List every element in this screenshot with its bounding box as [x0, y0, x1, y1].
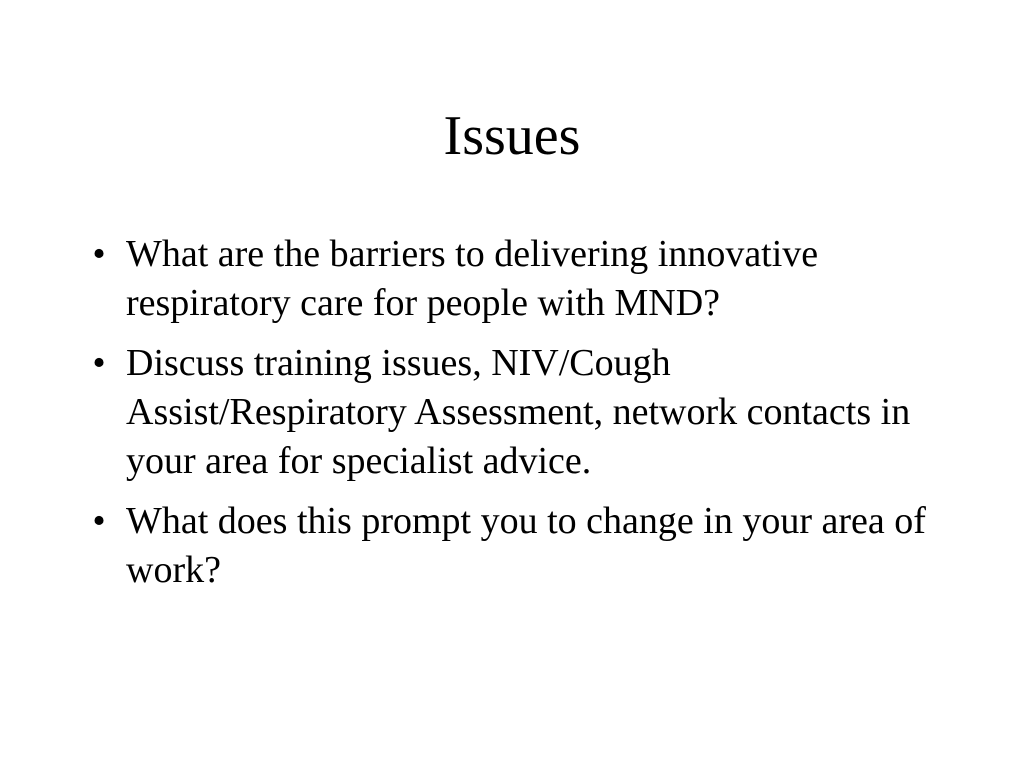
bullet-icon: • [92, 233, 106, 275]
bullet-text: What does this prompt you to change in your area of work? [126, 500, 926, 591]
bullet-text: Discuss training issues, NIV/Cough Assist/Respiratory Assessment, network contacts in your area for specialist advice. [126, 342, 911, 482]
bullet-icon: • [92, 342, 106, 384]
bullet-list [84, 230, 944, 606]
bullet-item-training [84, 339, 944, 486]
bullet-item-barriers [84, 230, 944, 328]
bullet-item-change [84, 497, 944, 595]
bullet-text: What are the barriers to delivering innovative respiratory care for people with MND? [126, 233, 819, 324]
bullet-icon: • [92, 500, 106, 542]
slide-title: Issues [443, 105, 581, 167]
